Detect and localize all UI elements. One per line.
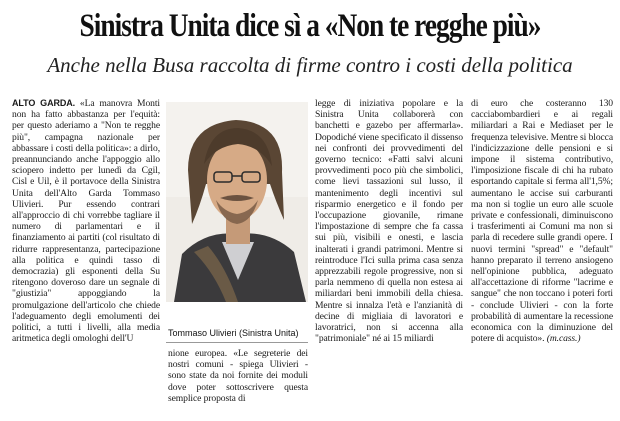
author-signature: (m.cass.) (546, 333, 581, 345)
caption-divider (166, 342, 308, 343)
article-column-2 (168, 348, 308, 420)
column-1-text: «La manovra Monti non ha fatto abbastanza per l'equità: per questo aderiamo a "Non te regghe più", campagna nazionale per abbassare i costi della politica»: a dirlo, preannunciando anche l'appoggio allo sciopero indetto per lunedì da Cgil, Cisl e Uil, è il portavoce della Sinistra Unita dell'Alto Garda Tommaso Ulivieri. Pur essendo contrari all'approccio di chi vorrebbe tagliare il numero di parlamentari e il finanziamento ai partiti (col risultato di ridurre rappresentanza, partecipazione alla politica e quindi tasso di democrazia) gli esponenti della Su ritengono doveroso dare un segnale di "giustizia" appoggiando la promulgazione dell'articolo che chiede l'adeguamento degli emolumenti dei politici, a tutti i livelli, alla media aritmetica degli omologhi dell'U (12, 98, 160, 345)
photo-caption: Tommaso Ulivieri (Sinistra Unita) (168, 328, 299, 338)
column-3-text: legge di iniziativa popolare e la Sinistra Unita collaborerà con banchetti e gazebo per affermarla». Dopodiché viene specificato il dissenso nei confronti dei provvedimenti del governo tecnico: «Fatti salvi alcuni provvedimenti poco più che simbolici, come lievi tassazioni sul lusso, il mantenimento degli incentivi sul risparmio energetico e il fondo per l'occupazione giovanile, rimane l'impostazione di sempre che fa cassa sui più, visibili e onesti, e lascia inalterati i grandi patrimoni. Mentre si reintroduce l'Ici sulla prima casa senza apprezzabili regole progressive, non si parla nemmeno di quella non estesa ai miliardari beni immobili della chiesa. Mentre si innalza l'età e l'anzianità di decine di migliaia di lavoratori e lavoratrici, non si accenna alla "patrimoniale" né ai 15 miliardi (315, 98, 463, 345)
portrait-illustration (166, 102, 308, 302)
column-2-text: nione europea. «Le segreterie dei nostri comuni - spiega Ulivieri - sono state da noi fornite dei moduli dove poter sottoscrivere questa semplice proposta di (168, 348, 308, 404)
portrait-photo (166, 102, 308, 302)
article-column-4 (471, 98, 613, 418)
article-column-1 (12, 98, 160, 418)
article-column-3 (315, 98, 463, 418)
dateline: ALTO GARDA. (12, 98, 76, 108)
subheadline: Anche nella Busa raccolta di firme contro i costi della politica (47, 53, 573, 77)
column-4-text: di euro che costeranno 130 cacciabombardieri e ai regali miliardari a Rai e Mediaset per le frequenza televisive. Mentre si blocca l'indicizzazione delle pensioni e si impone il sistema contributivo, l'imposizione fiscale di chi ha rubato esportando capitale si ferma all'1,5%; aumentano le accise sui carburanti ma non si toglie un euro alle scuole private e confessionali, diminuiscono i trasferimenti ai Comuni ma non si parla di recedere sulle grandi opere. I nuovi termini "spread" e "default" hanno preparato il terreno ansiogeno nell'opinione pubblica, adeguato all'accettazione di riforme "lacrime e sangue" che non toccano i poteri forti - conclude Ulivieri - con la forte probabilità di aumentare la recessione economica con la diminuzione del potere di acquisto». (471, 98, 613, 345)
headline: Sinistra Unita dice sì a «Non te regghe più» (79, 8, 541, 44)
